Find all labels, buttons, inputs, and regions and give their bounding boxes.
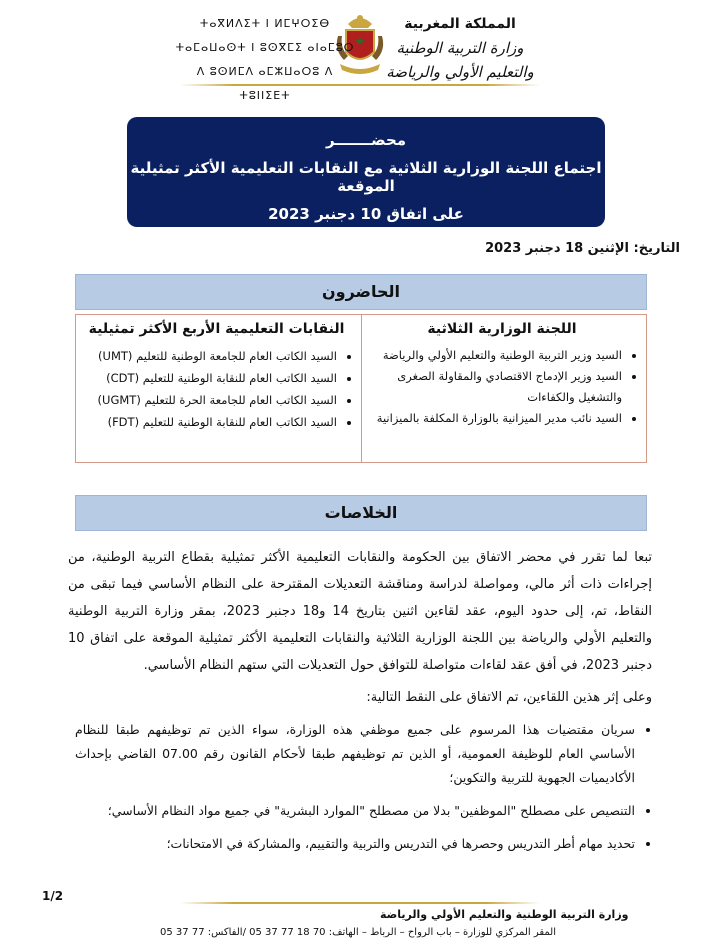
agreement-point: • سريان مقتضيات هذا المرسوم على جميع موظفي هذه الوزارة، سواء الذين تم توظيفهم طبقا للنظام الأساسي العام للوظيفة العمومية، أو الذين تم توظيفهم طبقا لأحكام القانون رقم 07.00 القاضي بإحداث الأكاديميات الجهوية للتربية والتكوين؛ (75, 718, 635, 790)
title-box (127, 117, 605, 227)
header-divider (180, 84, 540, 86)
footer-address: المقر المركزي للوزارة – باب الرواح – الرباط – الهاتف: 70 18 77 37 05 /الفاكس: 77 37 05 (160, 927, 557, 938)
document-type: محضـــــــر (325, 131, 407, 149)
ministry-name-line2: والتعليم الأولي والرياضة (386, 63, 534, 81)
tifinagh-line-3: ⴷ ⵓⵙⵍⵎⴷ ⴰⵎⵣⵡⴰⵔⵓ ⴷ ⵜⵓⵏⵏⵉⴹⵜ (196, 65, 334, 102)
meeting-date: التاريخ: الإثنين 18 دجنبر 2023 (485, 241, 680, 256)
committee-member: • السيد وزير التربية الوطنية والتعليم الأولي والرياضة (368, 345, 622, 366)
tifinagh-line-1: ⵜⴰⴳⵍⴷⵉⵜ ⵏ ⵍⵎⵖⵔⵉⴱ (199, 17, 331, 30)
footer-ministry: وزارة التربية الوطنية والتعليم الأولي والرياضة (380, 908, 629, 921)
union-member: • السيد الكاتب العام للنقابة الوطنية للتعليم (FDT) (82, 411, 337, 433)
conclusions-heading: الخلاصات (75, 495, 647, 531)
page-number: 1/2 (42, 889, 64, 903)
meeting-subtitle: على اتفاق 10 دجنبر 2023 (268, 205, 464, 223)
union-member: • السيد الكاتب العام للجامعة الوطنية للتعليم (UMT) (82, 345, 337, 367)
unions-heading: النقابات التعليمية الأربع الأكثر تمثيلية (88, 321, 345, 337)
ministry-name-line1: وزارة التربية الوطنية (396, 39, 524, 57)
committee-member: • السيد وزير الإدماج الاقتصادي والمقاولة الصغرى والتشغيل والكفاءات (368, 366, 622, 408)
attendees-table (75, 314, 647, 463)
kingdom-name: المملكة المغربية (404, 16, 516, 32)
ministry-header-arabic (360, 12, 560, 84)
conclusions-paragraph: تبعا لما تقرر في محضر الاتفاق بين الحكومة والنقابات التعليمية الأكثر تمثيلية بقطاع التربية الوطنية، من إجراءات ذات أثر مالي، ومواصلة لدراسة ومناقشة التعديلات المقترحة على النظام الأساسي فيما تبقى من النقاط، تم، إلى حدود اليوم، عقد لقاءين اثنين بتاريخ 14 و18 دجنبر 2023، بمقر وزارة التربية الوطنية والتعليم الأولي والرياضة بين اللجنة الوزارية الثلاثية والنقابات التعليمية الأكثر تمثيلية الموقعة على اتفاق 10 دجنبر 2023، في أفق عقد لقاءات متواصلة للتوافق حول التعديلات التي ستهم النظام الأساسي. (68, 550, 653, 673)
agreement-point: • التنصيص على مصطلح "الموظفين" بدلا من مصطلح "الموارد البشرية" في جميع مواد النظام الأساسي؛ (75, 799, 635, 823)
agreement-points (75, 718, 661, 865)
agreement-point: • تحديد مهام أطر التدريس وحصرها في التدريس والتربية والتقييم، والمشاركة في الامتحانات؛ (75, 832, 635, 856)
agreement-intro: وعلى إثر هذين اللقاءين، تم الاتفاق على النقط التالية: (366, 690, 652, 705)
ministry-header-tifinagh (175, 12, 355, 108)
committee-heading: اللجنة الوزارية الثلاثية (427, 321, 577, 337)
committee-member: • السيد نائب مدير الميزانية بالوزارة المكلفة بالميزانية (368, 408, 622, 429)
footer-divider (180, 902, 540, 904)
attendees-heading: الحاضرون (75, 274, 647, 310)
union-member: • السيد الكاتب العام للجامعة الحرة للتعليم (UGMT) (82, 389, 337, 411)
union-member: • السيد الكاتب العام للنقابة الوطنية للتعليم (CDT) (82, 367, 337, 389)
tifinagh-line-2: ⵜⴰⵎⴰⵡⴰⵙⵜ ⵏ ⵓⵙⴳⵎⵉ ⴰⵏⴰⵎⵓⵔ (175, 41, 355, 54)
committee-column (361, 315, 646, 462)
meeting-title: اجتماع اللجنة الوزارية الثلاثية مع النقابات التعليمية الأكثر تمثيلية الموقعة (130, 159, 602, 195)
unions-column (76, 315, 361, 462)
